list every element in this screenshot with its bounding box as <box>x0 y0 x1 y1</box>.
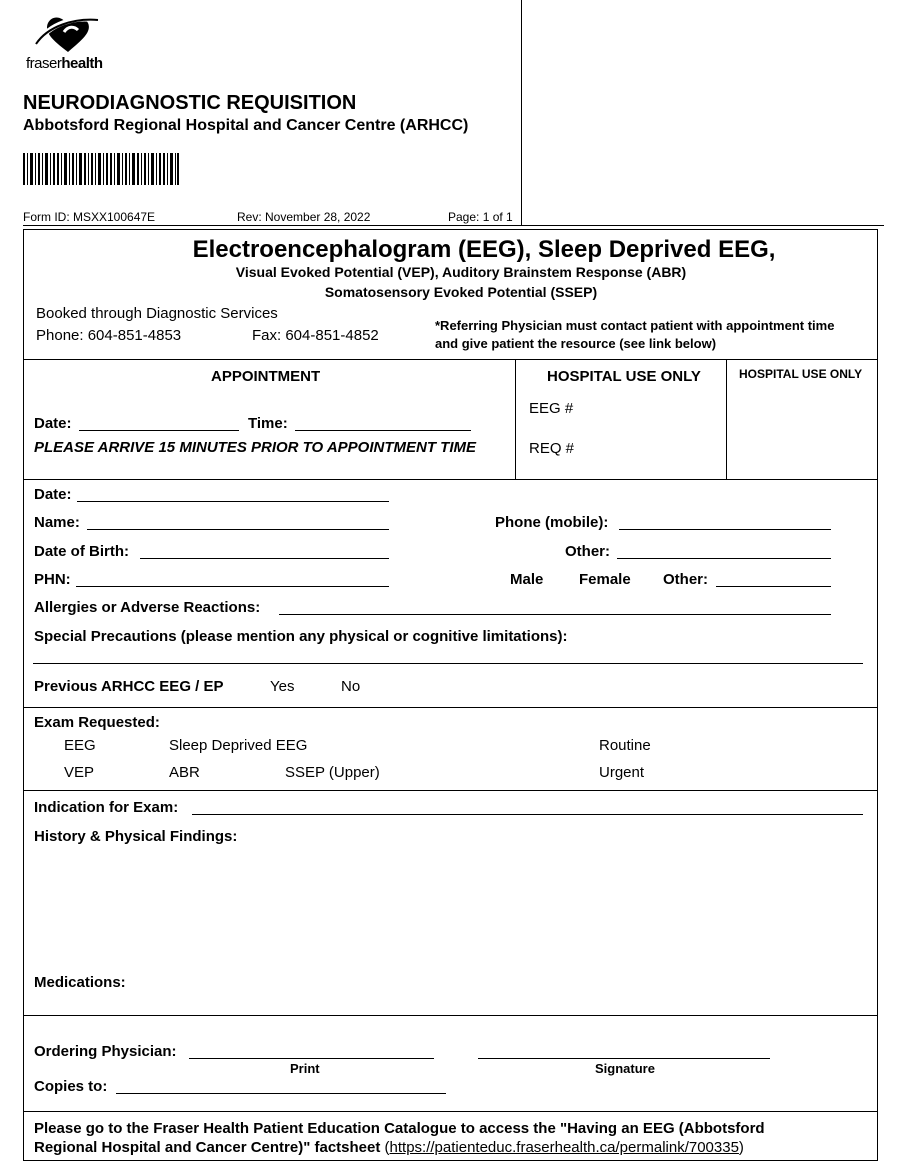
previous-yes-option[interactable]: Yes <box>270 678 295 695</box>
section-divider <box>23 1015 878 1016</box>
header-divider-vertical <box>521 0 522 226</box>
ordering-physician-print-field[interactable] <box>189 1058 434 1059</box>
section-divider <box>23 359 878 360</box>
patient-education-link[interactable]: https://patienteduc.fraserhealth.ca/permalink/700335 <box>389 1139 739 1156</box>
dob-field[interactable] <box>140 558 389 559</box>
appointment-date-label: Date: <box>34 415 72 432</box>
indication-field[interactable] <box>192 814 863 815</box>
fax-number: Fax: 604-851-4852 <box>252 327 379 344</box>
exam-option-eeg[interactable]: EEG <box>64 737 96 754</box>
exam-option-ssep[interactable]: SSEP (Upper) <box>285 764 380 781</box>
phone-number: Phone: 604-851-4853 <box>36 327 182 344</box>
gender-female-option[interactable]: Female <box>579 571 631 588</box>
exam-title-line3: Somatosensory Evoked Potential (SSEP) <box>324 284 598 300</box>
allergies-field[interactable] <box>279 614 831 615</box>
appointment-time-label: Time: <box>248 415 288 432</box>
copies-to-label: Copies to: <box>34 1078 108 1095</box>
exam-option-vep[interactable]: VEP <box>64 764 95 781</box>
exam-title-line2: Visual Evoked Potential (VEP), Auditory Brainstem Response (ABR) <box>235 264 687 280</box>
section-divider <box>23 790 878 791</box>
section-divider <box>23 479 878 480</box>
logo-text-bold: health <box>61 55 103 72</box>
medications-field[interactable] <box>34 994 862 1012</box>
req-number-label: REQ # <box>529 440 575 457</box>
section-divider <box>23 707 878 708</box>
exam-option-abr[interactable]: ABR <box>169 764 200 781</box>
dob-label: Date of Birth: <box>34 543 129 560</box>
medications-label: Medications: <box>34 974 126 991</box>
header-divider-horizontal <box>23 225 884 226</box>
fraser-health-logo <box>26 12 106 74</box>
page-number: Page: 1 of 1 <box>448 210 513 224</box>
exam-requested-heading: Exam Requested: <box>34 714 160 731</box>
hospital-use-divider <box>726 359 727 480</box>
hospital-use-small-heading: HOSPITAL USE ONLY <box>739 367 863 381</box>
patient-date-field[interactable] <box>77 501 389 502</box>
appointment-heading: APPOINTMENT <box>211 368 321 385</box>
patient-date-label: Date: <box>34 486 72 503</box>
form-id: Form ID: MSXX100647E <box>23 210 156 224</box>
section-divider <box>23 1111 878 1112</box>
other-phone-field[interactable] <box>617 558 831 559</box>
heart-logo-icon <box>34 12 104 56</box>
eeg-number-label: EEG # <box>529 400 574 417</box>
phn-label: PHN: <box>34 571 71 588</box>
allergies-label: Allergies or Adverse Reactions: <box>34 599 261 616</box>
gender-male-option[interactable]: Male <box>510 571 544 588</box>
history-field[interactable] <box>34 850 862 960</box>
ordering-physician-signature-field[interactable] <box>478 1058 770 1059</box>
ordering-physician-label: Ordering Physician: <box>34 1043 177 1060</box>
barcode-icon <box>23 153 179 185</box>
form-subtitle: Abbotsford Regional Hospital and Cancer Centre (ARHCC) <box>23 117 469 134</box>
phn-field[interactable] <box>76 586 389 587</box>
priority-urgent-option[interactable]: Urgent <box>599 764 645 781</box>
previous-eeg-label: Previous ARHCC EEG / EP <box>34 678 224 695</box>
history-label: History & Physical Findings: <box>34 828 238 845</box>
footer-text-line1: Please go to the Fraser Health Patient Education Catalogue to access the "Having an EEG (Abbotsford <box>34 1120 765 1137</box>
previous-no-option[interactable]: No <box>341 678 361 695</box>
footer-close-paren: ) <box>738 1139 744 1156</box>
logo-text-light: fraser <box>26 55 62 72</box>
phone-mobile-field[interactable] <box>619 529 831 530</box>
copies-to-field[interactable] <box>116 1093 446 1094</box>
print-caption: Print <box>290 1061 320 1076</box>
form-title: NEURODIAGNOSTIC REQUISITION <box>23 92 357 114</box>
patient-name-field[interactable] <box>87 529 389 530</box>
gender-other-label: Other: <box>663 571 708 588</box>
appointment-time-field[interactable] <box>295 430 471 431</box>
physician-note-line1: *Referring Physician must contact patient with appointment time <box>435 318 835 333</box>
priority-routine-option[interactable]: Routine <box>599 737 651 754</box>
footer-line2-text: Regional Hospital and Cancer Centre)" factsheet <box>34 1139 381 1156</box>
revision-date: Rev: November 28, 2022 <box>237 210 371 224</box>
gender-other-field[interactable] <box>716 586 831 587</box>
precautions-label: Special Precautions (please mention any physical or cognitive limitations): <box>34 628 568 645</box>
phone-mobile-label: Phone (mobile): <box>495 514 609 531</box>
other-phone-label: Other: <box>565 543 610 560</box>
appointment-date-field[interactable] <box>79 430 239 431</box>
signature-caption: Signature <box>595 1061 655 1076</box>
physician-note-line2: and give patient the resource (see link below) <box>435 336 717 351</box>
precautions-field[interactable] <box>33 663 863 664</box>
footer-open-paren: ( <box>384 1139 390 1156</box>
hospital-use-heading: HOSPITAL USE ONLY <box>547 368 701 385</box>
appointment-divider <box>515 359 516 480</box>
patient-name-label: Name: <box>34 514 80 531</box>
footer-text-line2 <box>34 1139 744 1156</box>
indication-label: Indication for Exam: <box>34 799 179 816</box>
booked-through: Booked through Diagnostic Services <box>36 305 278 322</box>
exam-title: Electroencephalogram (EEG), Sleep Deprived EEG, <box>192 236 776 263</box>
logo-wordmark <box>26 55 103 72</box>
exam-option-sleep-eeg[interactable]: Sleep Deprived EEG <box>169 737 308 754</box>
arrive-notice: PLEASE ARRIVE 15 MINUTES PRIOR TO APPOINTMENT TIME <box>34 439 476 456</box>
